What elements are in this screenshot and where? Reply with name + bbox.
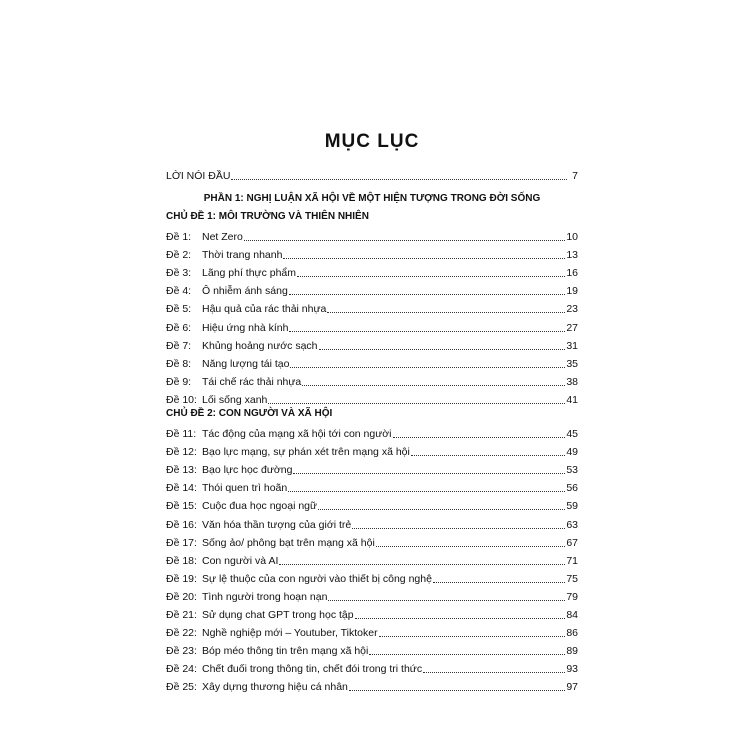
toc-entry-number: Đề 12: (166, 446, 197, 459)
dot-leader (244, 240, 565, 241)
toc-entry (166, 661, 578, 676)
toc-entry-label: Hậu quả của rác thải nhựa (202, 303, 327, 316)
toc-entry-label: Nghề nghiệp mới – Youtuber, Tiktoker (202, 627, 378, 640)
toc-entry-number: Đề 25: (166, 681, 197, 694)
toc-entry (166, 301, 578, 316)
toc-entry (166, 571, 578, 586)
toc-entry-number: Đề 6: (166, 321, 192, 334)
toc-entry-page: 38 (566, 375, 578, 388)
toc-entry-label: Sự lệ thuộc của con người vào thiết bị công nghệ (202, 572, 432, 585)
dot-leader (290, 367, 565, 368)
toc-entry-number: Đề 7: (166, 339, 192, 352)
dot-leader (231, 179, 567, 180)
toc-entry (166, 498, 578, 513)
toc-entry-page: 93 (566, 663, 578, 676)
toc-entry (166, 643, 578, 658)
toc-entry (166, 320, 578, 335)
toc-entry-number: Đề 1: (166, 231, 192, 243)
toc-entry-number: Đề 5: (166, 303, 192, 316)
toc-entry (166, 229, 578, 244)
toc-entry-page: 27 (566, 321, 578, 334)
dot-leader (352, 528, 565, 529)
toc-entry-page: 97 (566, 681, 578, 694)
toc-entry-label: Ô nhiễm ánh sáng (202, 285, 288, 298)
toc-entry-page: 49 (566, 446, 578, 459)
chapter-heading-1: CHỦ ĐỀ 1: MÔI TRƯỜNG VÀ THIÊN NHIÊN (166, 211, 369, 222)
toc-entry (166, 392, 578, 407)
toc-entry-number: Đề 4: (166, 285, 192, 298)
toc-entry-label: Thói quen trì hoãn (202, 482, 288, 495)
toc-entry-label: Lối sống xanh (202, 393, 268, 406)
toc-entry-number: Đề 17: (166, 536, 197, 549)
dot-leader (327, 312, 565, 313)
toc-entry (166, 444, 578, 459)
dot-leader (293, 473, 565, 474)
dot-leader (302, 385, 565, 386)
dot-leader (376, 546, 566, 547)
toc-entry (166, 589, 578, 604)
toc-entry (166, 338, 578, 353)
toc-entry-number: Đề 10: (166, 393, 197, 406)
toc-entry (166, 517, 578, 532)
toc-entry-label: Bạo lực mạng, sự phán xét trên mạng xã hội (202, 446, 410, 459)
toc-entry-page: 35 (566, 357, 578, 370)
toc-entry-label: Net Zero (202, 231, 243, 243)
toc-entry-number: Đề 21: (166, 609, 197, 621)
toc-entry-number: Đề 13: (166, 464, 197, 477)
dot-leader (279, 564, 565, 565)
toc-entry-label: Con người và AI (202, 554, 279, 567)
toc-entry-page: 31 (566, 339, 578, 352)
toc-entry-page: 59 (566, 500, 578, 513)
dot-leader (393, 437, 566, 438)
toc-entry-page: 71 (566, 554, 578, 567)
toc-entry (166, 426, 578, 441)
dot-leader (349, 690, 565, 691)
toc-entry (166, 374, 578, 389)
dot-leader (288, 491, 565, 492)
toc-entry-label: Xây dựng thương hiệu cá nhân (202, 681, 348, 694)
toc-entry-page: 56 (566, 482, 578, 495)
toc-entry (166, 607, 578, 622)
dot-leader (283, 258, 565, 259)
toc-entry-number: Đề 24: (166, 663, 197, 676)
dot-leader (268, 403, 565, 404)
dot-leader (318, 509, 565, 510)
toc-entry-page: 84 (566, 609, 578, 621)
toc-entry-label: Sống ảo/ phông bạt trên mạng xã hội (202, 536, 375, 549)
toc-entry-number: Đề 23: (166, 645, 197, 658)
toc-entry-page: 53 (566, 464, 578, 477)
toc-entry-page: 19 (566, 285, 578, 298)
dot-leader (423, 672, 565, 673)
toc-entry-label: Tái chế rác thải nhựa (202, 375, 302, 388)
toc-entry-label: Tác động của mạng xã hội tới con người (202, 428, 392, 440)
dot-leader (379, 636, 566, 637)
toc-entry (166, 283, 578, 298)
toc-entry-number: Đề 22: (166, 627, 197, 640)
toc-entry (166, 462, 578, 477)
toc-entry-number: Đề 9: (166, 375, 192, 388)
toc-entry-label: LỜI NÓI ĐẦU (166, 170, 231, 182)
toc-entry-label: Tình người trong hoạn nạn (202, 590, 328, 603)
toc-entry (166, 265, 578, 280)
toc-entry-number: Đề 8: (166, 357, 192, 370)
toc-entry-page: 67 (566, 536, 578, 549)
toc-entry-page: 41 (566, 393, 578, 406)
toc-entry-number: Đề 19: (166, 572, 197, 585)
toc-entry-label: Sử dụng chat GPT trong học tập (202, 609, 354, 621)
toc-entry-page: 13 (566, 249, 578, 262)
toc-entry-number: Đề 2: (166, 249, 192, 262)
dot-leader (328, 600, 565, 601)
toc-entry-label: Hiệu ứng nhà kính (202, 321, 289, 334)
toc-entry-page: 75 (566, 572, 578, 585)
toc-entry-preface (166, 168, 578, 183)
toc-entry-number: Đề 16: (166, 518, 197, 531)
toc-entry-page: 23 (566, 303, 578, 316)
toc-entry-label: Thời trang nhanh (202, 249, 283, 262)
page-title: MỤC LỤC (324, 131, 420, 152)
dot-leader (319, 349, 566, 350)
toc-entry-number: Đề 11: (166, 428, 197, 440)
toc-entry-label: Năng lượng tái tạo (202, 357, 290, 370)
toc-entry-label: Lãng phí thực phẩm (202, 267, 297, 280)
toc-entry-page: 79 (566, 590, 578, 603)
dot-leader (369, 654, 565, 655)
dot-leader (297, 276, 565, 277)
toc-entry-label: Chết đuối trong thông tin, chết đói trong tri thức (202, 663, 423, 676)
toc-entry-page: 16 (566, 267, 578, 280)
dot-leader (289, 294, 566, 295)
toc-entry-label: Bạo lực học đường (202, 464, 293, 477)
toc-entry-number: Đề 18: (166, 554, 197, 567)
toc-entry (166, 679, 578, 694)
toc-entry-page: 45 (566, 428, 578, 440)
dot-leader (433, 582, 565, 583)
dot-leader (411, 455, 565, 456)
toc-entry-number: Đề 20: (166, 590, 197, 603)
toc-entry-label: Bóp méo thông tin trên mạng xã hội (202, 645, 369, 658)
toc-entry-label: Khủng hoảng nước sạch (202, 339, 318, 352)
dot-leader (289, 331, 565, 332)
toc-entry-label: Cuộc đua học ngoại ngữ (202, 500, 318, 513)
toc-entry-page: 7 (572, 170, 578, 182)
toc-entry (166, 553, 578, 568)
toc-entry-number: Đề 14: (166, 482, 197, 495)
toc-entry-label: Văn hóa thần tượng của giới trẻ (202, 518, 352, 531)
toc-entry-number: Đề 3: (166, 267, 192, 280)
toc-entry-page: 10 (566, 231, 578, 243)
toc-entry-number: Đề 15: (166, 500, 197, 513)
toc-entry-page: 89 (566, 645, 578, 658)
toc-entry (166, 247, 578, 262)
dot-leader (355, 618, 566, 619)
toc-entry (166, 625, 578, 640)
toc-entry (166, 535, 578, 550)
chapter-heading-2: CHỦ ĐỀ 2: CON NGƯỜI VÀ XÃ HỘI (166, 408, 333, 419)
part-heading: PHẦN 1: NGHỊ LUẬN XÃ HỘI VỀ MỘT HIỆN TƯỢNG TRONG ĐỜI SỐNG (203, 193, 541, 204)
toc-entry (166, 480, 578, 495)
toc-entry-page: 63 (566, 518, 578, 531)
toc-entry-page: 86 (566, 627, 578, 640)
toc-entry (166, 356, 578, 371)
